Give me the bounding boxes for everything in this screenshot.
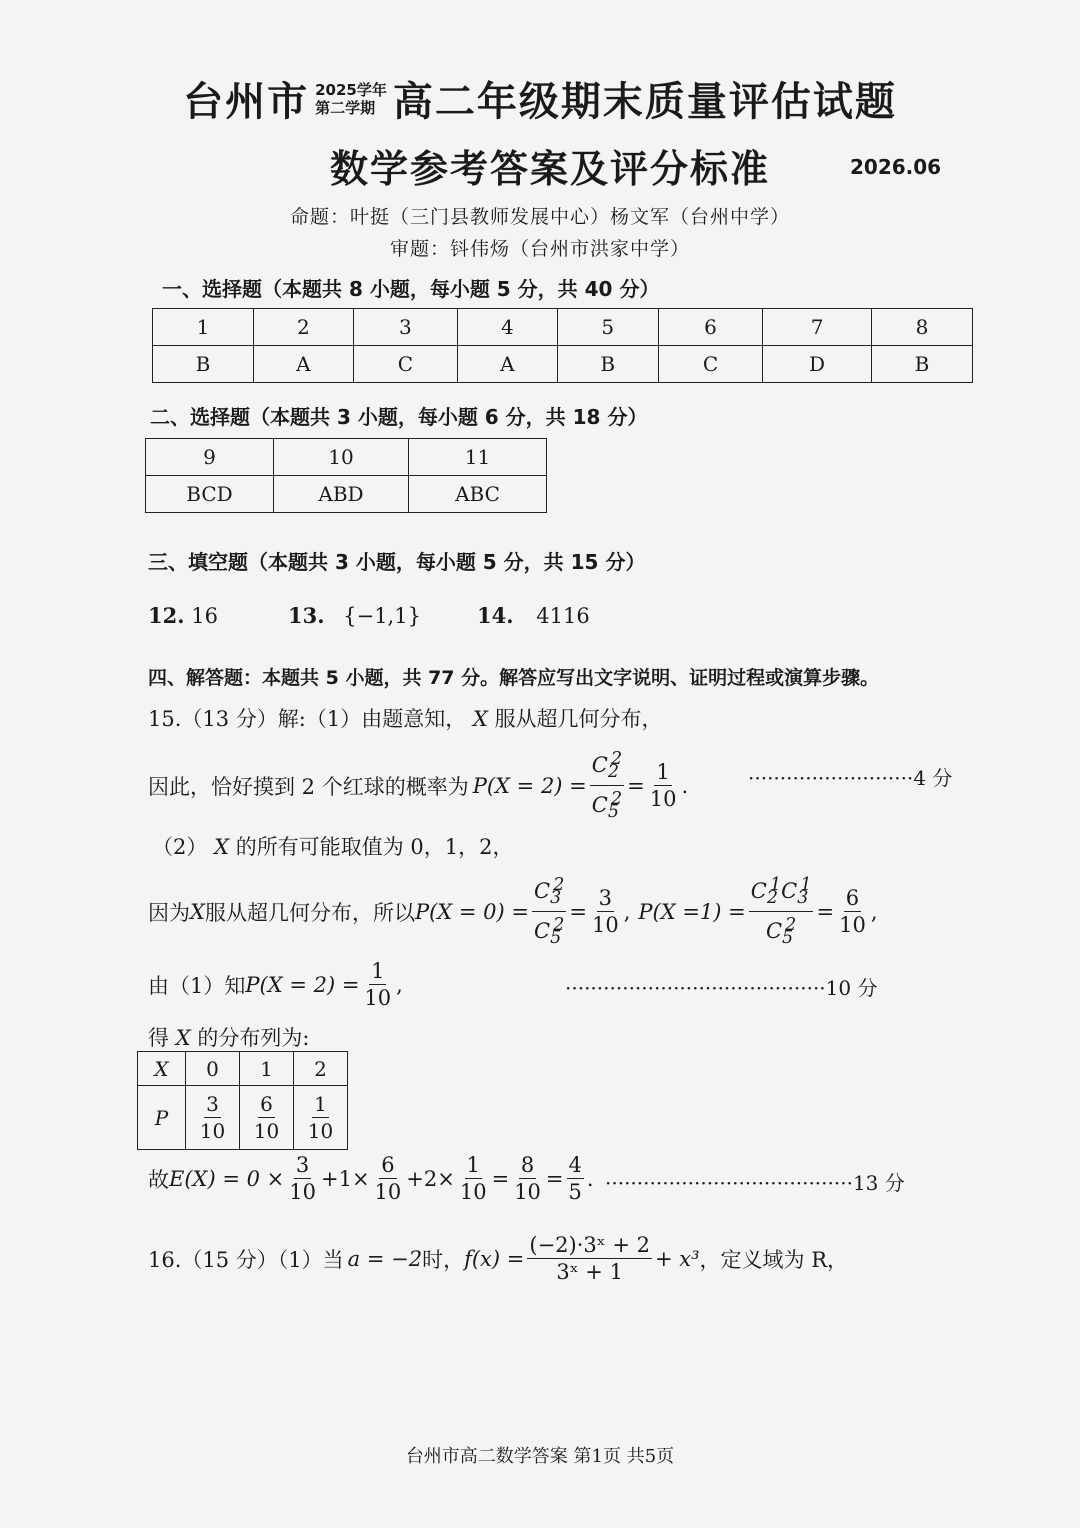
q16-line [148, 1232, 848, 1285]
fraction-8-10: $\frac{8}{10}$ [514, 1153, 541, 1204]
answer-cell: BCD [146, 476, 274, 513]
score-10-text: 10 分 [825, 976, 878, 1000]
fraction-3-10: $\frac{3}{10}$ [591, 886, 619, 938]
fill-answer: 4116 [536, 604, 590, 628]
fraction-1-10: $\frac{1}{10}$ [649, 760, 677, 812]
answer-cell: B [153, 346, 254, 383]
q16-numerator: (−2)·3ˣ + 2 [529, 1233, 650, 1257]
question-number: 11 [409, 439, 547, 476]
q15-line4-text2: 服从超几何分布，所以 [204, 900, 415, 925]
q15-p2-line: 由（1）知 P(X = 2) = $\frac{1}{10}$ , [148, 959, 403, 1010]
dist-prob-numerator: 3 [206, 1092, 219, 1116]
q15-intro [148, 703, 663, 733]
question-number: 7 [763, 309, 872, 346]
q16-function-label: f(x) = [464, 1246, 525, 1271]
fraction-c21c31-c52: $\frac{C_2^1C_3^1}{C_5^2}$ [749, 872, 814, 951]
question-number: 5 [557, 309, 658, 346]
table-row [146, 476, 547, 513]
dist-prob-denominator: 10 [253, 1119, 280, 1143]
fraction-6-10: $\frac{6}{10}$ [374, 1153, 402, 1204]
dist-header-p: P [138, 1086, 186, 1150]
score-marker-10: ·········································10 分 [565, 976, 878, 1000]
answer-cell: C [658, 346, 763, 383]
answer-cell: A [458, 346, 558, 383]
fraction-1-10: $\frac{1}{10}$ [364, 959, 392, 1010]
title-term-stack [315, 81, 387, 117]
q16-intro: 16.（15 分）（1）当 [148, 1247, 344, 1272]
authors-line: 命题：叶挺（三门县教师发展中心）杨文军（台州中学） [289, 206, 790, 228]
q15-expectation-line: 故 E(X) = 0 × $\frac{3}{10}$ +1× $\frac{6}{10}$ +2× $\frac{1}{10}$ = $\frac{8}{10}$ = $\frac{4}{5}$ . [148, 1153, 594, 1204]
question-number: 9 [146, 439, 274, 476]
fill-number: 13. [288, 603, 325, 628]
fraction-4-5: $\frac{4}{5}$ [568, 1153, 582, 1204]
dist-prob-denominator: 10 [199, 1119, 226, 1143]
answer-cell: A [254, 346, 354, 383]
table-row [146, 439, 547, 476]
exam-date: 2026.06 [850, 155, 942, 179]
answer-cell: ABC [409, 476, 547, 513]
q15-dist-var: X [175, 1026, 191, 1050]
dist-prob-denominator: 10 [307, 1119, 334, 1143]
q15-part1-line: 因此，恰好摸到 2 个红球的概率为 P(X = 2) = $\frac{C_2^2}{C_5^2}$ = $\frac{1}{10}$ . [148, 746, 688, 825]
dist-prob-numerator: 1 [314, 1092, 327, 1116]
q15-expect-text: 故 [148, 1167, 169, 1192]
question-number: 8 [871, 309, 972, 346]
dist-prob [240, 1086, 294, 1150]
question-number: 2 [254, 309, 354, 346]
table-row [153, 346, 973, 383]
section2-answer-table [145, 438, 547, 513]
section3-heading: 三、填空题（本题共 3 小题，每小题 5 分，共 15 分） [148, 550, 646, 574]
section2-heading: 二、选择题（本题共 3 小题，每小题 6 分，共 18 分） [150, 405, 648, 429]
fill-answer: 16 [191, 604, 218, 628]
q15-part2-text: 的所有可能取值为 0，1，2， [235, 835, 514, 859]
q15-intro-text: 15.（13 分）解:（1）由题意知， [148, 707, 467, 731]
title-right: 高二年级期末质量评估试题 [392, 79, 897, 125]
section1-answer-table [152, 308, 973, 383]
q15-hypergeometric-line: 因为 X 服从超几何分布，所以 P(X = 0) = $\frac{C_3^2}{C_5^2}$ = $\frac{3}{10}$ , P(X =1) = $\frac{C_2^1C_3^1}{C_5^2}$ = $\frac{6}{10}$ , [148, 872, 878, 951]
title-year: 2025学年 [315, 80, 387, 99]
fill-number: 14. [477, 603, 514, 628]
q15-line4-text: 因为 [148, 900, 190, 925]
table-row [138, 1052, 348, 1086]
dist-value: 0 [186, 1052, 240, 1086]
fraction-6-10: $\frac{6}{10}$ [839, 886, 866, 938]
q15-p0-expr: P(X = 0) = [414, 899, 529, 924]
question-number: 6 [658, 309, 763, 346]
section1-heading: 一、选择题（本题共 8 小题，每小题 5 分，共 40 分） [162, 277, 660, 301]
q15-dist-intro [148, 1022, 309, 1052]
score-13-text: 13 分 [852, 1171, 905, 1195]
page-title [0, 70, 1080, 127]
q15-p1-expr: P(X =1) = [638, 899, 746, 924]
table-row [138, 1086, 348, 1150]
section4-heading: 四、解答题：本题共 5 小题，共 77 分。解答应写出文字说明、证明过程或演算步骤。 [148, 667, 880, 689]
q15-part2-line [152, 831, 513, 861]
title-term: 第二学期 [315, 98, 376, 117]
answer-cell: B [871, 346, 972, 383]
score-marker-13: ·······································13 分 [605, 1171, 905, 1195]
page-footer: 台州市高二数学答案 第1页 共5页 [405, 1446, 675, 1467]
question-number: 3 [353, 309, 458, 346]
fill-answer-14 [477, 603, 590, 628]
q15-line2-text: 因此，恰好摸到 2 个红球的概率为 [148, 774, 469, 799]
q15-intro-tail: 服从超几何分布， [494, 707, 663, 731]
title-left: 台州市 [183, 79, 310, 125]
q15-expect-expr: E(X) = 0 × [169, 1166, 285, 1191]
q15-dist-intro-b: 的分布列为: [197, 1026, 310, 1050]
fill-number: 12. [148, 603, 185, 628]
dist-value: 2 [294, 1052, 348, 1086]
answer-cell: ABD [274, 476, 409, 513]
dist-header-x: X [138, 1052, 186, 1086]
dist-prob-numerator: 6 [260, 1092, 273, 1116]
answer-cell: B [557, 346, 658, 383]
fraction-c32-c52: $\frac{C_3^2}{C_5^2}$ [532, 872, 566, 951]
q15-p2-expr: P(X = 2) = [245, 972, 360, 997]
q16-function-fraction [527, 1232, 652, 1285]
fraction-1-10: $\frac{1}{10}$ [459, 1153, 487, 1204]
q15-line5-text: 由（1）知 [148, 973, 246, 998]
q16-denominator: 3ˣ + 1 [556, 1260, 623, 1284]
question-number: 10 [274, 439, 409, 476]
q16-condition: a = −2 [347, 1246, 423, 1271]
table-row [153, 309, 973, 346]
question-number: 1 [153, 309, 254, 346]
fill-answer: {−1,1} [343, 604, 421, 628]
question-number: 4 [458, 309, 558, 346]
q16-cubic-term: + x³ [654, 1246, 700, 1271]
answer-cell: C [353, 346, 458, 383]
fraction-c22-c52: $\frac{C_2^2}{C_5^2}$ [590, 746, 624, 825]
q15-part2-label: （2） [152, 835, 208, 859]
q16-condition-tail: 时， [422, 1247, 465, 1272]
fill-answer-12 [148, 603, 218, 628]
reviewer-line: 审题：钭伟炀（台州市洪家中学） [389, 238, 690, 260]
fill-answer-13 [288, 603, 421, 628]
dist-prob [294, 1086, 348, 1150]
q15-dist-intro-a: 得 [148, 1026, 169, 1050]
dist-prob [186, 1086, 240, 1150]
fraction-3-10: $\frac{3}{10}$ [289, 1153, 316, 1204]
q15-line2-expr: P(X = 2) = [472, 773, 587, 798]
q15-var: X [472, 707, 488, 731]
q16-domain: ，定义域为 R， [699, 1247, 849, 1272]
answer-cell: D [763, 346, 872, 383]
page-subtitle: 数学参考答案及评分标准 [330, 147, 771, 191]
score-4-text: 4 分 [913, 766, 953, 790]
score-marker-4: ··························4 分 [748, 766, 953, 790]
q15-part2-var: X [214, 835, 230, 859]
distribution-table [137, 1051, 348, 1150]
dist-value: 1 [240, 1052, 294, 1086]
q15-line4-var: X [190, 899, 205, 924]
